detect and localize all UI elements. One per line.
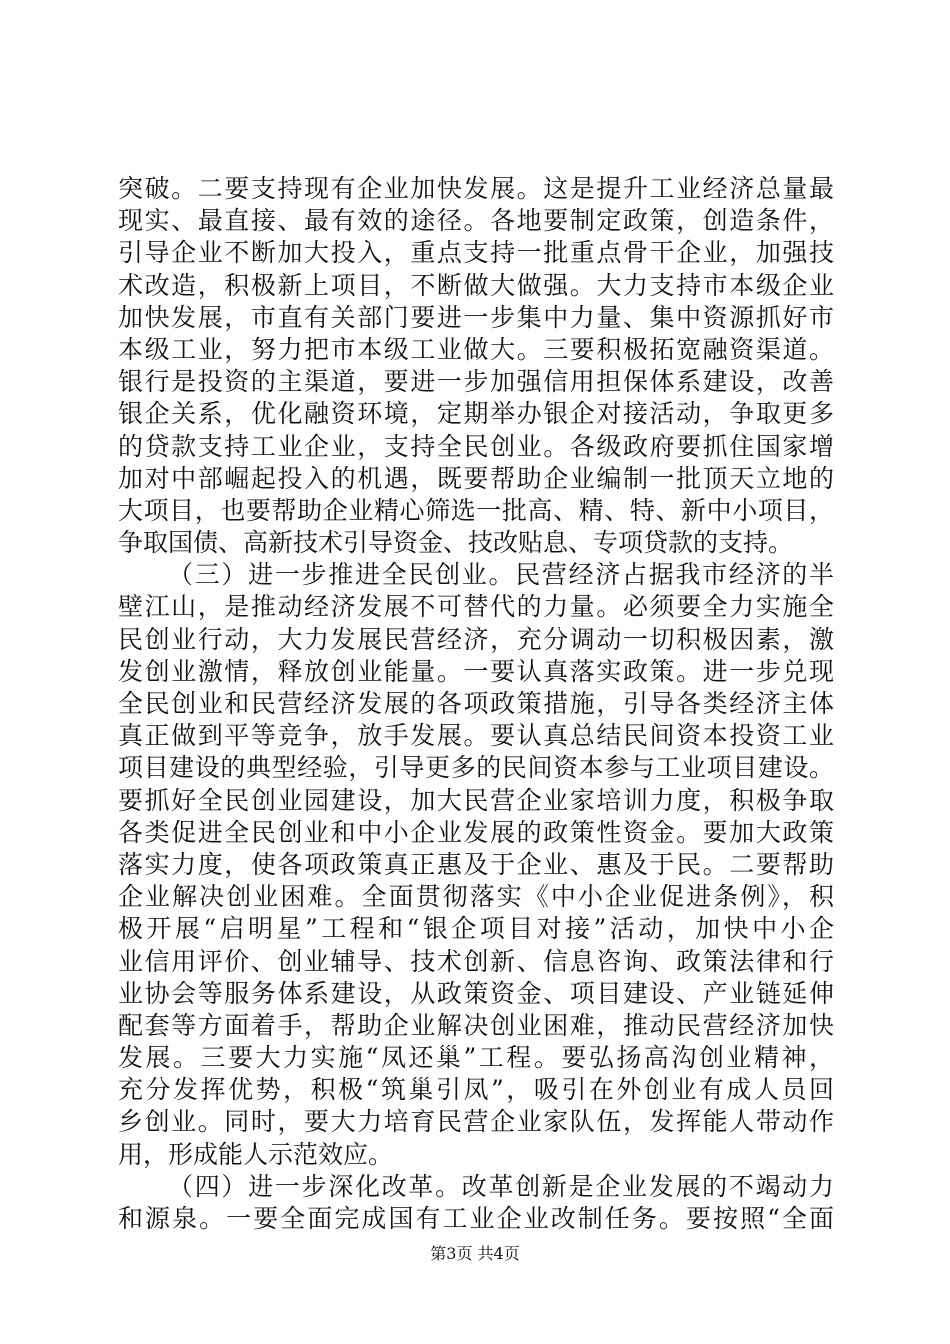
text-line: 和源泉。一要全面完成国有工业企业改制任务。要按照“全面 bbox=[118, 1204, 834, 1233]
section-heading-line: （三）进一步推进全民创业。民营经济占据我市经济的半 bbox=[168, 560, 834, 590]
text-line: 本级工业，努力把市本级工业做大。三要积极拓宽融资渠道。 bbox=[118, 334, 834, 364]
text-line: 争取国债、高新技术引导资金、技改贴息、专项贷款的支持。 bbox=[118, 528, 794, 558]
text-line: 民创业行动，大力发展民营经济，充分调动一切积极因素，激 bbox=[118, 624, 834, 654]
section-heading-line: （四）进一步深化改革。改革创新是企业发展的不竭动力 bbox=[168, 1171, 834, 1201]
text-line: 引导企业不断加大投入，重点支持一批重点骨干企业，加强技 bbox=[118, 238, 834, 268]
text-line: 极开展“启明星”工程和“银企项目对接”活动，加快中小企 bbox=[118, 914, 834, 944]
text-line: 配套等方面着手，帮助企业解决创业困难，推动民营经济加快 bbox=[118, 1010, 834, 1040]
text-line: 项目建设的典型经验，引导更多的民间资本参与工业项目建设。 bbox=[118, 753, 834, 783]
text-line: 要抓好全民创业园建设，加大民营企业家培训力度，积极争取 bbox=[118, 785, 834, 815]
text-line: 加对中部崛起投入的机遇，既要帮助企业编制一批顶天立地的 bbox=[118, 463, 834, 493]
text-line: 现实、最直接、最有效的途径。各地要制定政策，创造条件， bbox=[118, 206, 834, 236]
text-line: 大项目，也要帮助企业精心筛选一批高、精、特、新中小项目， bbox=[118, 495, 834, 525]
text-line: 业信用评价、创业辅导、技术创新、信息咨询、政策法律和行 bbox=[118, 946, 834, 976]
text-line: 企业解决创业困难。全面贯彻落实《中小企业促进条例》，积 bbox=[118, 882, 834, 912]
text-line: 突破。二要支持现有企业加快发展。这是提升工业经济总量最 bbox=[118, 174, 834, 203]
text-line: 的贷款支持工业企业，支持全民创业。各级政府要抓住国家增 bbox=[118, 431, 834, 461]
text-line: 发展。三要大力实施“凤还巢”工程。要弘扬高沟创业精神， bbox=[118, 1043, 834, 1073]
text-line: 落实力度，使各项政策真正惠及于企业、惠及于民。二要帮助 bbox=[118, 849, 834, 879]
page-number-footer: 第3页 共4页 bbox=[430, 1244, 520, 1263]
text-line: 业协会等服务体系建设，从政策资金、项目建设、产业链延伸 bbox=[118, 978, 834, 1008]
text-line: 壁江山，是推动经济发展不可替代的力量。必须要全力实施全 bbox=[118, 592, 834, 622]
text-line: 充分发挥优势，积极“筑巢引凤”，吸引在外创业有成人员回 bbox=[118, 1075, 834, 1105]
document-body bbox=[118, 173, 834, 1235]
text-line: 用，形成能人示范效应。 bbox=[118, 1139, 394, 1169]
text-line: 银行是投资的主渠道，要进一步加强信用担保体系建设，改善 bbox=[118, 367, 834, 397]
text-line: 各类促进全民创业和中小企业发展的政策性资金。要加大政策 bbox=[118, 817, 834, 847]
text-line: 银企关系，优化融资环境，定期举办银企对接活动，争取更多 bbox=[118, 399, 834, 429]
text-line: 全民创业和民营经济发展的各项政策措施，引导各类经济主体 bbox=[118, 689, 834, 718]
text-line: 加快发展，市直有关部门要进一步集中力量、集中资源抓好市 bbox=[118, 302, 834, 332]
text-line: 发创业激情，释放创业能量。一要认真落实政策。进一步兑现 bbox=[118, 656, 834, 686]
text-line: 乡创业。同时，要大力培育民营企业家队伍，发挥能人带动作 bbox=[118, 1107, 834, 1137]
text-line: 真正做到平等竞争，放手发展。要认真总结民间资本投资工业 bbox=[118, 721, 834, 751]
text-line: 术改造，积极新上项目，不断做大做强。大力支持市本级企业 bbox=[118, 270, 834, 300]
